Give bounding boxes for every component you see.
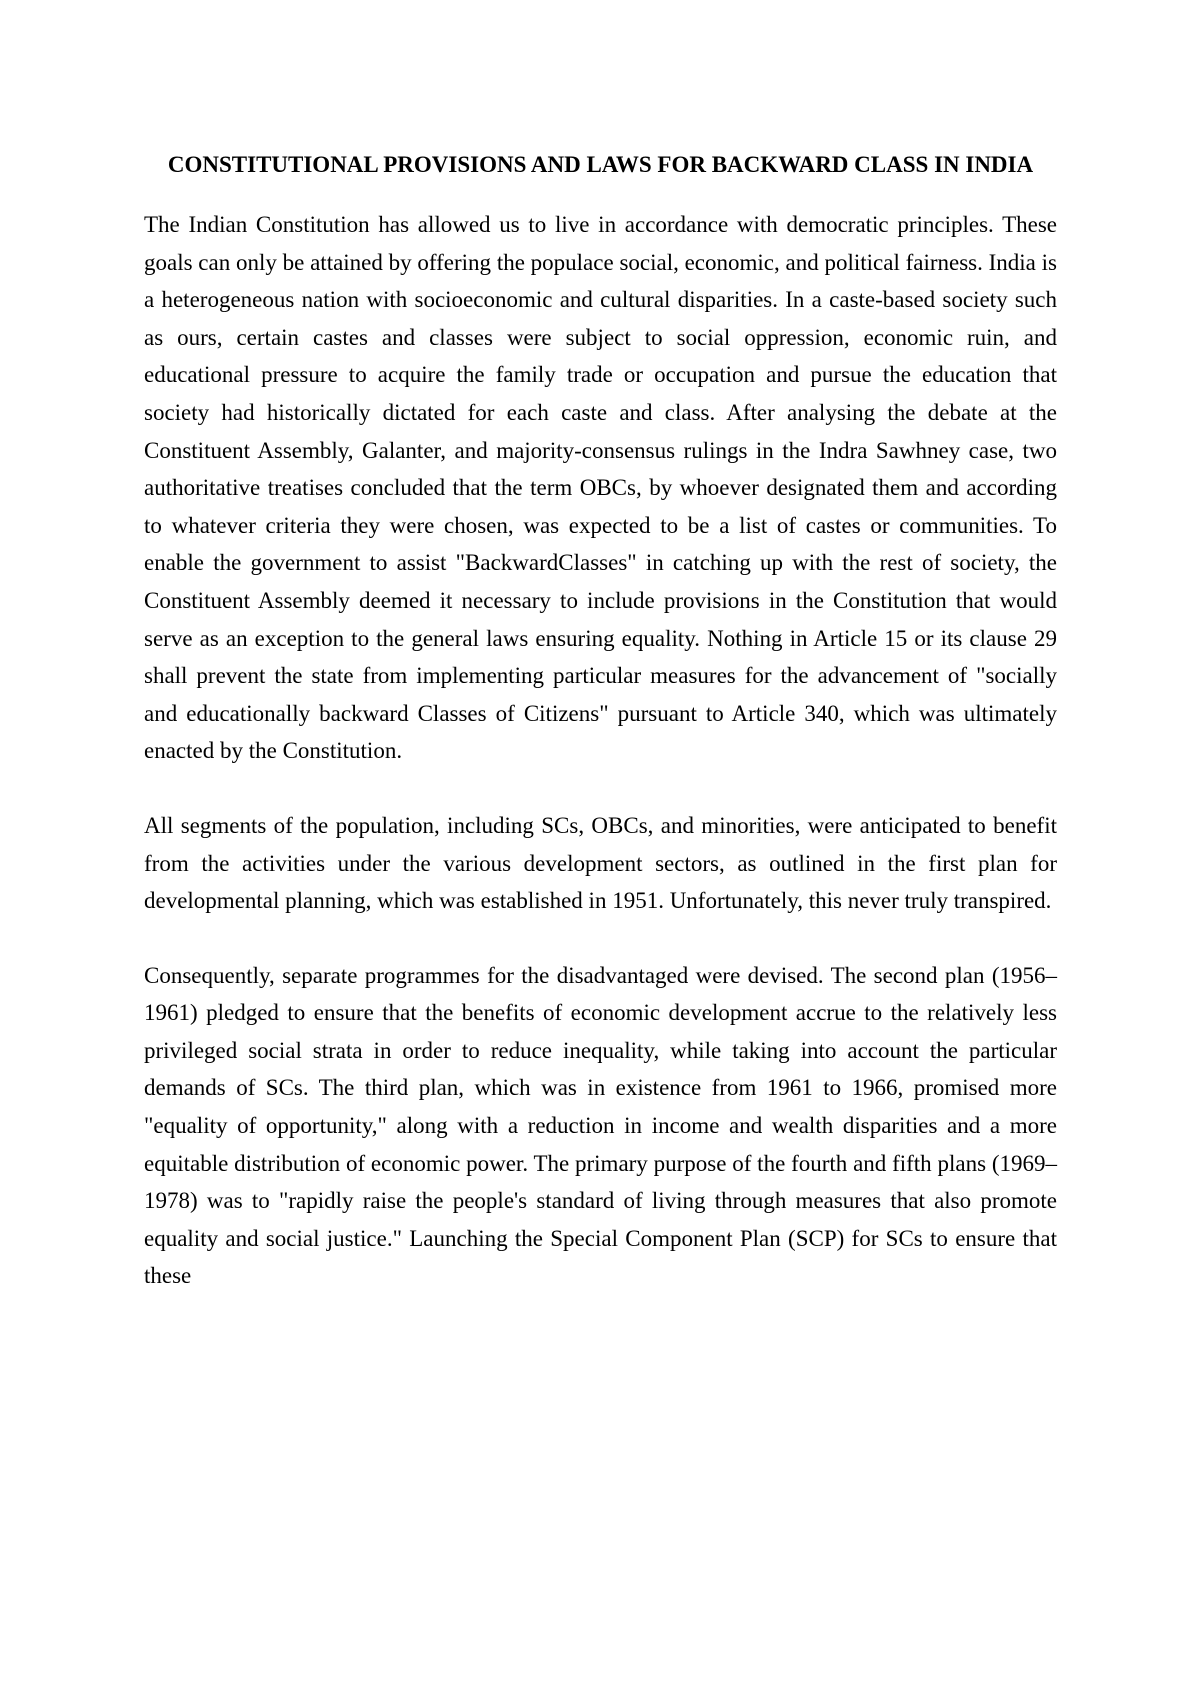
document-body	[144, 146, 1057, 1332]
paragraph-1: The Indian Constitution has allowed us to live in accordance with democratic principles. These goals can only be attained by offering the populace social, economic, and political fairness. India is a heterogeneous nation with socioeconomic and cultural disparities. In a caste-based society such as ours, certain castes and classes were subject to social oppression, economic ruin, and educational pressure to acquire the family trade or occupation and pursue the education that society had historically dictated for each caste and class. After analysing the debate at the Constituent Assembly, Galanter, and majority-consensus rulings in the Indra Sawhney case, two authoritative treatises concluded that the term OBCs, by whoever designated them and according to whatever criteria they were chosen, was expected to be a list of castes or communities. To enable the government to assist "BackwardClasses" in catching up with the rest of society, the Constituent Assembly deemed it necessary to include provisions in the Constitution that would serve as an exception to the general laws ensuring equality. Nothing in Article 15 or its clause 29 shall prevent the state from implementing particular measures for the advancement of "socially and educationally backward Classes of Citizens" pursuant to Article 340, which was ultimately enacted by the Constitution.	[144, 212, 1057, 764]
document-title: CONSTITUTIONAL PROVISIONS AND LAWS FOR BACKWARD CLASS IN INDIA	[167, 152, 1034, 177]
paragraph-3: Consequently, separate programmes for the disadvantaged were devised. The second plan (1956–1961) pledged to ensure that the benefits of economic development accrue to the relatively less privileged social strata in order to reduce inequality, while taking into account the particular demands of SCs. The third plan, which was in existence from 1961 to 1966, promised more "equality of opportunity," along with a reduction in income and wealth disparities and a more equitable distribution of economic power. The primary purpose of the fourth and fifth plans (1969–1978) was to "rapidly raise the people's standard of living through measures that also promote equality and social justice." Launching the Special Component Plan (SCP) for SCs to ensure that these	[144, 962, 1057, 1289]
paragraph-2: All segments of the population, including SCs, OBCs, and minorities, were anticipated to benefit from the activities under the various development sectors, as outlined in the first plan for developmental planning, which was established in 1951. Unfortunately, this never truly transpired.	[144, 812, 1057, 914]
